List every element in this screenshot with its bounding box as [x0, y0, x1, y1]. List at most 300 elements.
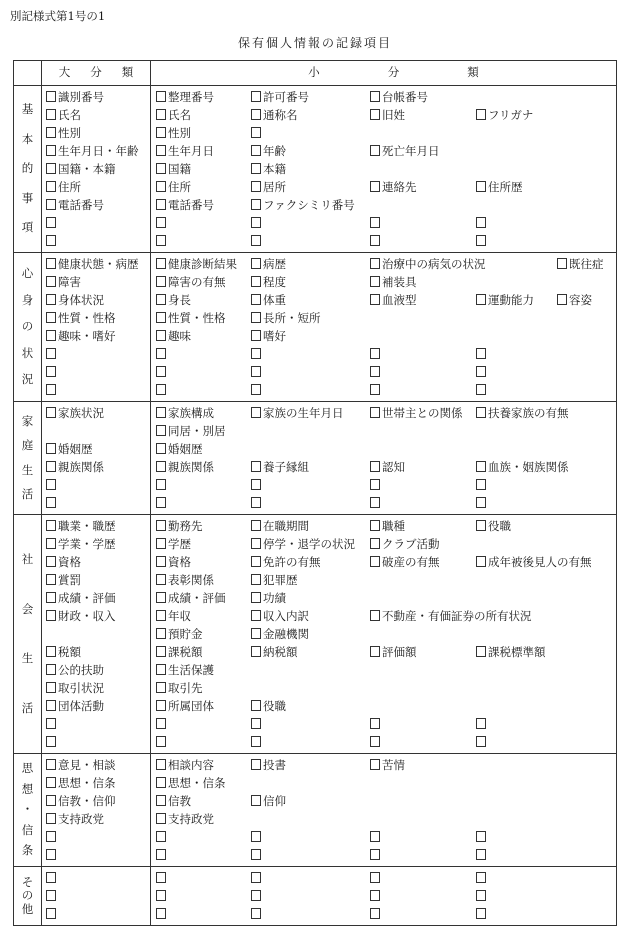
checkbox[interactable]: [156, 443, 166, 454]
minor-item[interactable]: [251, 869, 263, 887]
checkbox[interactable]: [476, 736, 486, 747]
minor-item[interactable]: [156, 715, 168, 733]
checkbox[interactable]: [251, 366, 261, 377]
minor-item[interactable]: [156, 88, 214, 106]
checkbox[interactable]: [370, 461, 380, 472]
checkbox[interactable]: [46, 330, 56, 341]
checkbox[interactable]: [156, 831, 166, 842]
checkbox[interactable]: [156, 348, 166, 359]
checkbox[interactable]: [476, 890, 486, 901]
checkbox[interactable]: [370, 407, 380, 418]
checkbox[interactable]: [156, 330, 166, 341]
major-item[interactable]: [46, 494, 58, 512]
checkbox[interactable]: [46, 145, 56, 156]
checkbox[interactable]: [476, 849, 486, 860]
minor-item[interactable]: [476, 905, 488, 923]
checkbox[interactable]: [46, 736, 56, 747]
checkbox[interactable]: [476, 520, 486, 531]
minor-item[interactable]: [476, 643, 546, 661]
checkbox[interactable]: [46, 682, 56, 693]
checkbox[interactable]: [476, 556, 486, 567]
minor-item[interactable]: [370, 345, 382, 363]
checkbox[interactable]: [476, 217, 486, 228]
checkbox[interactable]: [46, 217, 56, 228]
minor-item[interactable]: [370, 404, 463, 422]
checkbox[interactable]: [251, 520, 261, 531]
major-item[interactable]: [46, 661, 104, 679]
checkbox[interactable]: [251, 479, 261, 490]
checkbox[interactable]: [156, 795, 166, 806]
major-item[interactable]: [46, 458, 104, 476]
minor-item[interactable]: [370, 715, 382, 733]
minor-item[interactable]: [251, 363, 263, 381]
checkbox[interactable]: [156, 109, 166, 120]
major-item[interactable]: [46, 363, 58, 381]
minor-item[interactable]: [156, 124, 191, 142]
checkbox[interactable]: [156, 217, 166, 228]
minor-item[interactable]: [370, 733, 382, 751]
minor-item[interactable]: [156, 422, 226, 440]
minor-item[interactable]: [476, 291, 534, 309]
checkbox[interactable]: [46, 908, 56, 919]
minor-item[interactable]: [251, 535, 355, 553]
checkbox[interactable]: [46, 461, 56, 472]
checkbox[interactable]: [156, 610, 166, 621]
checkbox[interactable]: [156, 872, 166, 883]
checkbox[interactable]: [251, 759, 261, 770]
checkbox[interactable]: [156, 312, 166, 323]
minor-item[interactable]: [156, 697, 214, 715]
checkbox[interactable]: [251, 163, 261, 174]
checkbox[interactable]: [370, 610, 380, 621]
major-item[interactable]: [46, 643, 81, 661]
minor-item[interactable]: [251, 571, 298, 589]
checkbox[interactable]: [251, 312, 261, 323]
minor-item[interactable]: [156, 214, 168, 232]
minor-item[interactable]: [476, 381, 488, 399]
checkbox[interactable]: [476, 718, 486, 729]
checkbox[interactable]: [156, 538, 166, 549]
minor-item[interactable]: [251, 589, 286, 607]
checkbox[interactable]: [370, 538, 380, 549]
checkbox[interactable]: [156, 294, 166, 305]
major-item[interactable]: [46, 589, 116, 607]
minor-item[interactable]: [476, 846, 488, 864]
checkbox[interactable]: [156, 700, 166, 711]
checkbox[interactable]: [557, 294, 567, 305]
checkbox[interactable]: [476, 384, 486, 395]
checkbox[interactable]: [46, 520, 56, 531]
minor-item[interactable]: [251, 733, 263, 751]
minor-item[interactable]: [156, 273, 226, 291]
checkbox[interactable]: [46, 91, 56, 102]
checkbox[interactable]: [46, 348, 56, 359]
minor-item[interactable]: [476, 733, 488, 751]
minor-item[interactable]: [370, 88, 428, 106]
checkbox[interactable]: [46, 795, 56, 806]
minor-item[interactable]: [156, 810, 214, 828]
minor-item[interactable]: [370, 517, 405, 535]
checkbox[interactable]: [251, 592, 261, 603]
checkbox[interactable]: [251, 127, 261, 138]
checkbox[interactable]: [46, 276, 56, 287]
major-item[interactable]: [46, 327, 116, 345]
minor-item[interactable]: [370, 828, 382, 846]
minor-item[interactable]: [156, 869, 168, 887]
checkbox[interactable]: [476, 294, 486, 305]
checkbox[interactable]: [251, 908, 261, 919]
checkbox[interactable]: [46, 777, 56, 788]
minor-item[interactable]: [476, 715, 488, 733]
checkbox[interactable]: [251, 574, 261, 585]
checkbox[interactable]: [370, 831, 380, 842]
minor-item[interactable]: [251, 553, 321, 571]
major-item[interactable]: [46, 535, 116, 553]
minor-item[interactable]: [370, 756, 405, 774]
checkbox[interactable]: [46, 849, 56, 860]
minor-item[interactable]: [156, 571, 214, 589]
checkbox[interactable]: [370, 276, 380, 287]
major-item[interactable]: [46, 517, 116, 535]
minor-item[interactable]: [251, 345, 263, 363]
minor-item[interactable]: [156, 345, 168, 363]
checkbox[interactable]: [156, 777, 166, 788]
major-item[interactable]: [46, 142, 139, 160]
checkbox[interactable]: [251, 538, 261, 549]
checkbox[interactable]: [251, 294, 261, 305]
checkbox[interactable]: [251, 646, 261, 657]
minor-item[interactable]: [476, 828, 488, 846]
minor-item[interactable]: [370, 291, 417, 309]
checkbox[interactable]: [46, 556, 56, 567]
checkbox[interactable]: [156, 425, 166, 436]
minor-item[interactable]: [156, 440, 203, 458]
checkbox[interactable]: [370, 348, 380, 359]
minor-item[interactable]: [557, 255, 604, 273]
minor-item[interactable]: [370, 846, 382, 864]
major-item[interactable]: [46, 178, 81, 196]
checkbox[interactable]: [370, 145, 380, 156]
checkbox[interactable]: [476, 109, 486, 120]
major-item[interactable]: [46, 88, 104, 106]
minor-item[interactable]: [476, 363, 488, 381]
minor-item[interactable]: [156, 142, 214, 160]
major-item[interactable]: [46, 232, 58, 250]
checkbox[interactable]: [46, 592, 56, 603]
major-item[interactable]: [46, 345, 58, 363]
checkbox[interactable]: [156, 479, 166, 490]
checkbox[interactable]: [156, 407, 166, 418]
minor-item[interactable]: [251, 494, 263, 512]
major-item[interactable]: [46, 715, 58, 733]
minor-item[interactable]: [156, 458, 214, 476]
checkbox[interactable]: [476, 461, 486, 472]
minor-item[interactable]: [370, 458, 405, 476]
checkbox[interactable]: [156, 127, 166, 138]
checkbox[interactable]: [156, 718, 166, 729]
minor-item[interactable]: [476, 517, 511, 535]
checkbox[interactable]: [251, 610, 261, 621]
checkbox[interactable]: [251, 736, 261, 747]
minor-item[interactable]: [156, 476, 168, 494]
checkbox[interactable]: [46, 163, 56, 174]
minor-item[interactable]: [476, 476, 488, 494]
checkbox[interactable]: [46, 384, 56, 395]
minor-item[interactable]: [156, 327, 191, 345]
checkbox[interactable]: [370, 109, 380, 120]
minor-item[interactable]: [251, 273, 286, 291]
major-item[interactable]: [46, 553, 81, 571]
minor-item[interactable]: [156, 756, 214, 774]
minor-item[interactable]: [251, 643, 298, 661]
checkbox[interactable]: [156, 366, 166, 377]
minor-item[interactable]: [476, 232, 488, 250]
checkbox[interactable]: [156, 235, 166, 246]
minor-item[interactable]: [251, 846, 263, 864]
checkbox[interactable]: [370, 520, 380, 531]
checkbox[interactable]: [46, 479, 56, 490]
minor-item[interactable]: [251, 327, 286, 345]
minor-item[interactable]: [251, 178, 286, 196]
checkbox[interactable]: [476, 479, 486, 490]
minor-item[interactable]: [156, 589, 226, 607]
checkbox[interactable]: [251, 718, 261, 729]
minor-item[interactable]: [156, 381, 168, 399]
checkbox[interactable]: [476, 497, 486, 508]
checkbox[interactable]: [251, 199, 261, 210]
checkbox[interactable]: [557, 258, 567, 269]
checkbox[interactable]: [156, 592, 166, 603]
minor-item[interactable]: [251, 697, 286, 715]
major-item[interactable]: [46, 905, 58, 923]
minor-item[interactable]: [156, 291, 191, 309]
minor-item[interactable]: [370, 535, 440, 553]
checkbox[interactable]: [251, 235, 261, 246]
checkbox[interactable]: [370, 479, 380, 490]
minor-item[interactable]: [156, 160, 191, 178]
checkbox[interactable]: [46, 109, 56, 120]
minor-item[interactable]: [557, 291, 592, 309]
checkbox[interactable]: [46, 199, 56, 210]
major-item[interactable]: [46, 309, 116, 327]
minor-item[interactable]: [370, 607, 532, 625]
minor-item[interactable]: [370, 494, 382, 512]
major-item[interactable]: [46, 381, 58, 399]
minor-item[interactable]: [370, 905, 382, 923]
major-item[interactable]: [46, 440, 93, 458]
major-item[interactable]: [46, 291, 104, 309]
checkbox[interactable]: [251, 872, 261, 883]
minor-item[interactable]: [251, 291, 286, 309]
minor-item[interactable]: [251, 404, 344, 422]
checkbox[interactable]: [370, 91, 380, 102]
checkbox[interactable]: [251, 849, 261, 860]
checkbox[interactable]: [370, 384, 380, 395]
minor-item[interactable]: [370, 476, 382, 494]
minor-item[interactable]: [251, 106, 298, 124]
checkbox[interactable]: [476, 872, 486, 883]
minor-item[interactable]: [476, 869, 488, 887]
minor-item[interactable]: [251, 88, 309, 106]
minor-item[interactable]: [251, 517, 309, 535]
checkbox[interactable]: [156, 813, 166, 824]
minor-item[interactable]: [156, 535, 191, 553]
checkbox[interactable]: [156, 574, 166, 585]
minor-item[interactable]: [156, 363, 168, 381]
minor-item[interactable]: [156, 553, 191, 571]
checkbox[interactable]: [370, 849, 380, 860]
checkbox[interactable]: [156, 91, 166, 102]
minor-item[interactable]: [370, 214, 382, 232]
minor-item[interactable]: [251, 196, 355, 214]
minor-item[interactable]: [156, 607, 191, 625]
checkbox[interactable]: [251, 276, 261, 287]
checkbox[interactable]: [156, 145, 166, 156]
minor-item[interactable]: [251, 887, 263, 905]
major-item[interactable]: [46, 792, 116, 810]
checkbox[interactable]: [156, 646, 166, 657]
checkbox[interactable]: [46, 312, 56, 323]
checkbox[interactable]: [370, 366, 380, 377]
checkbox[interactable]: [46, 258, 56, 269]
checkbox[interactable]: [156, 461, 166, 472]
checkbox[interactable]: [370, 718, 380, 729]
checkbox[interactable]: [156, 682, 166, 693]
minor-item[interactable]: [370, 363, 382, 381]
minor-item[interactable]: [251, 625, 309, 643]
checkbox[interactable]: [370, 890, 380, 901]
minor-item[interactable]: [370, 381, 382, 399]
checkbox[interactable]: [46, 664, 56, 675]
minor-item[interactable]: [156, 643, 203, 661]
minor-item[interactable]: [370, 643, 417, 661]
minor-item[interactable]: [251, 607, 309, 625]
major-item[interactable]: [46, 697, 104, 715]
minor-item[interactable]: [156, 661, 214, 679]
major-item[interactable]: [46, 404, 104, 422]
major-item[interactable]: [46, 255, 139, 273]
checkbox[interactable]: [46, 759, 56, 770]
major-item[interactable]: [46, 679, 104, 697]
checkbox[interactable]: [251, 890, 261, 901]
checkbox[interactable]: [251, 217, 261, 228]
checkbox[interactable]: [46, 366, 56, 377]
minor-item[interactable]: [476, 887, 488, 905]
checkbox[interactable]: [46, 872, 56, 883]
checkbox[interactable]: [156, 908, 166, 919]
checkbox[interactable]: [251, 795, 261, 806]
checkbox[interactable]: [46, 497, 56, 508]
checkbox[interactable]: [476, 348, 486, 359]
checkbox[interactable]: [251, 497, 261, 508]
checkbox[interactable]: [251, 181, 261, 192]
checkbox[interactable]: [251, 348, 261, 359]
major-item[interactable]: [46, 828, 58, 846]
checkbox[interactable]: [156, 890, 166, 901]
minor-item[interactable]: [156, 828, 168, 846]
checkbox[interactable]: [370, 181, 380, 192]
checkbox[interactable]: [156, 276, 166, 287]
minor-item[interactable]: [370, 869, 382, 887]
minor-item[interactable]: [251, 124, 263, 142]
minor-item[interactable]: [476, 345, 488, 363]
minor-item[interactable]: [370, 553, 440, 571]
major-item[interactable]: [46, 810, 104, 828]
minor-item[interactable]: [156, 625, 203, 643]
checkbox[interactable]: [46, 294, 56, 305]
checkbox[interactable]: [251, 91, 261, 102]
minor-item[interactable]: [156, 679, 203, 697]
major-item[interactable]: [46, 273, 81, 291]
checkbox[interactable]: [156, 628, 166, 639]
checkbox[interactable]: [370, 872, 380, 883]
checkbox[interactable]: [370, 646, 380, 657]
checkbox[interactable]: [46, 127, 56, 138]
minor-item[interactable]: [370, 232, 382, 250]
checkbox[interactable]: [46, 610, 56, 621]
minor-item[interactable]: [251, 160, 286, 178]
minor-item[interactable]: [476, 553, 592, 571]
minor-item[interactable]: [476, 178, 523, 196]
checkbox[interactable]: [251, 831, 261, 842]
minor-item[interactable]: [156, 517, 203, 535]
checkbox[interactable]: [156, 849, 166, 860]
checkbox[interactable]: [46, 646, 56, 657]
checkbox[interactable]: [156, 664, 166, 675]
minor-item[interactable]: [251, 142, 286, 160]
checkbox[interactable]: [370, 759, 380, 770]
major-item[interactable]: [46, 476, 58, 494]
checkbox[interactable]: [476, 646, 486, 657]
checkbox[interactable]: [46, 181, 56, 192]
checkbox[interactable]: [156, 163, 166, 174]
checkbox[interactable]: [251, 700, 261, 711]
minor-item[interactable]: [370, 142, 440, 160]
minor-item[interactable]: [476, 106, 533, 124]
checkbox[interactable]: [46, 700, 56, 711]
minor-item[interactable]: [370, 178, 417, 196]
checkbox[interactable]: [46, 574, 56, 585]
checkbox[interactable]: [370, 497, 380, 508]
minor-item[interactable]: [156, 232, 168, 250]
major-item[interactable]: [46, 887, 58, 905]
checkbox[interactable]: [251, 628, 261, 639]
checkbox[interactable]: [46, 890, 56, 901]
minor-item[interactable]: [156, 196, 214, 214]
checkbox[interactable]: [370, 258, 380, 269]
checkbox[interactable]: [251, 461, 261, 472]
checkbox[interactable]: [251, 258, 261, 269]
checkbox[interactable]: [46, 443, 56, 454]
minor-item[interactable]: [156, 774, 226, 792]
minor-item[interactable]: [476, 458, 569, 476]
minor-item[interactable]: [156, 404, 214, 422]
checkbox[interactable]: [156, 199, 166, 210]
minor-item[interactable]: [156, 255, 237, 273]
minor-item[interactable]: [251, 309, 321, 327]
minor-item[interactable]: [476, 404, 569, 422]
minor-item[interactable]: [156, 792, 191, 810]
minor-item[interactable]: [156, 106, 191, 124]
minor-item[interactable]: [156, 733, 168, 751]
checkbox[interactable]: [46, 235, 56, 246]
major-item[interactable]: [46, 607, 116, 625]
checkbox[interactable]: [251, 407, 261, 418]
checkbox[interactable]: [156, 497, 166, 508]
minor-item[interactable]: [251, 715, 263, 733]
checkbox[interactable]: [476, 831, 486, 842]
major-item[interactable]: [46, 214, 58, 232]
